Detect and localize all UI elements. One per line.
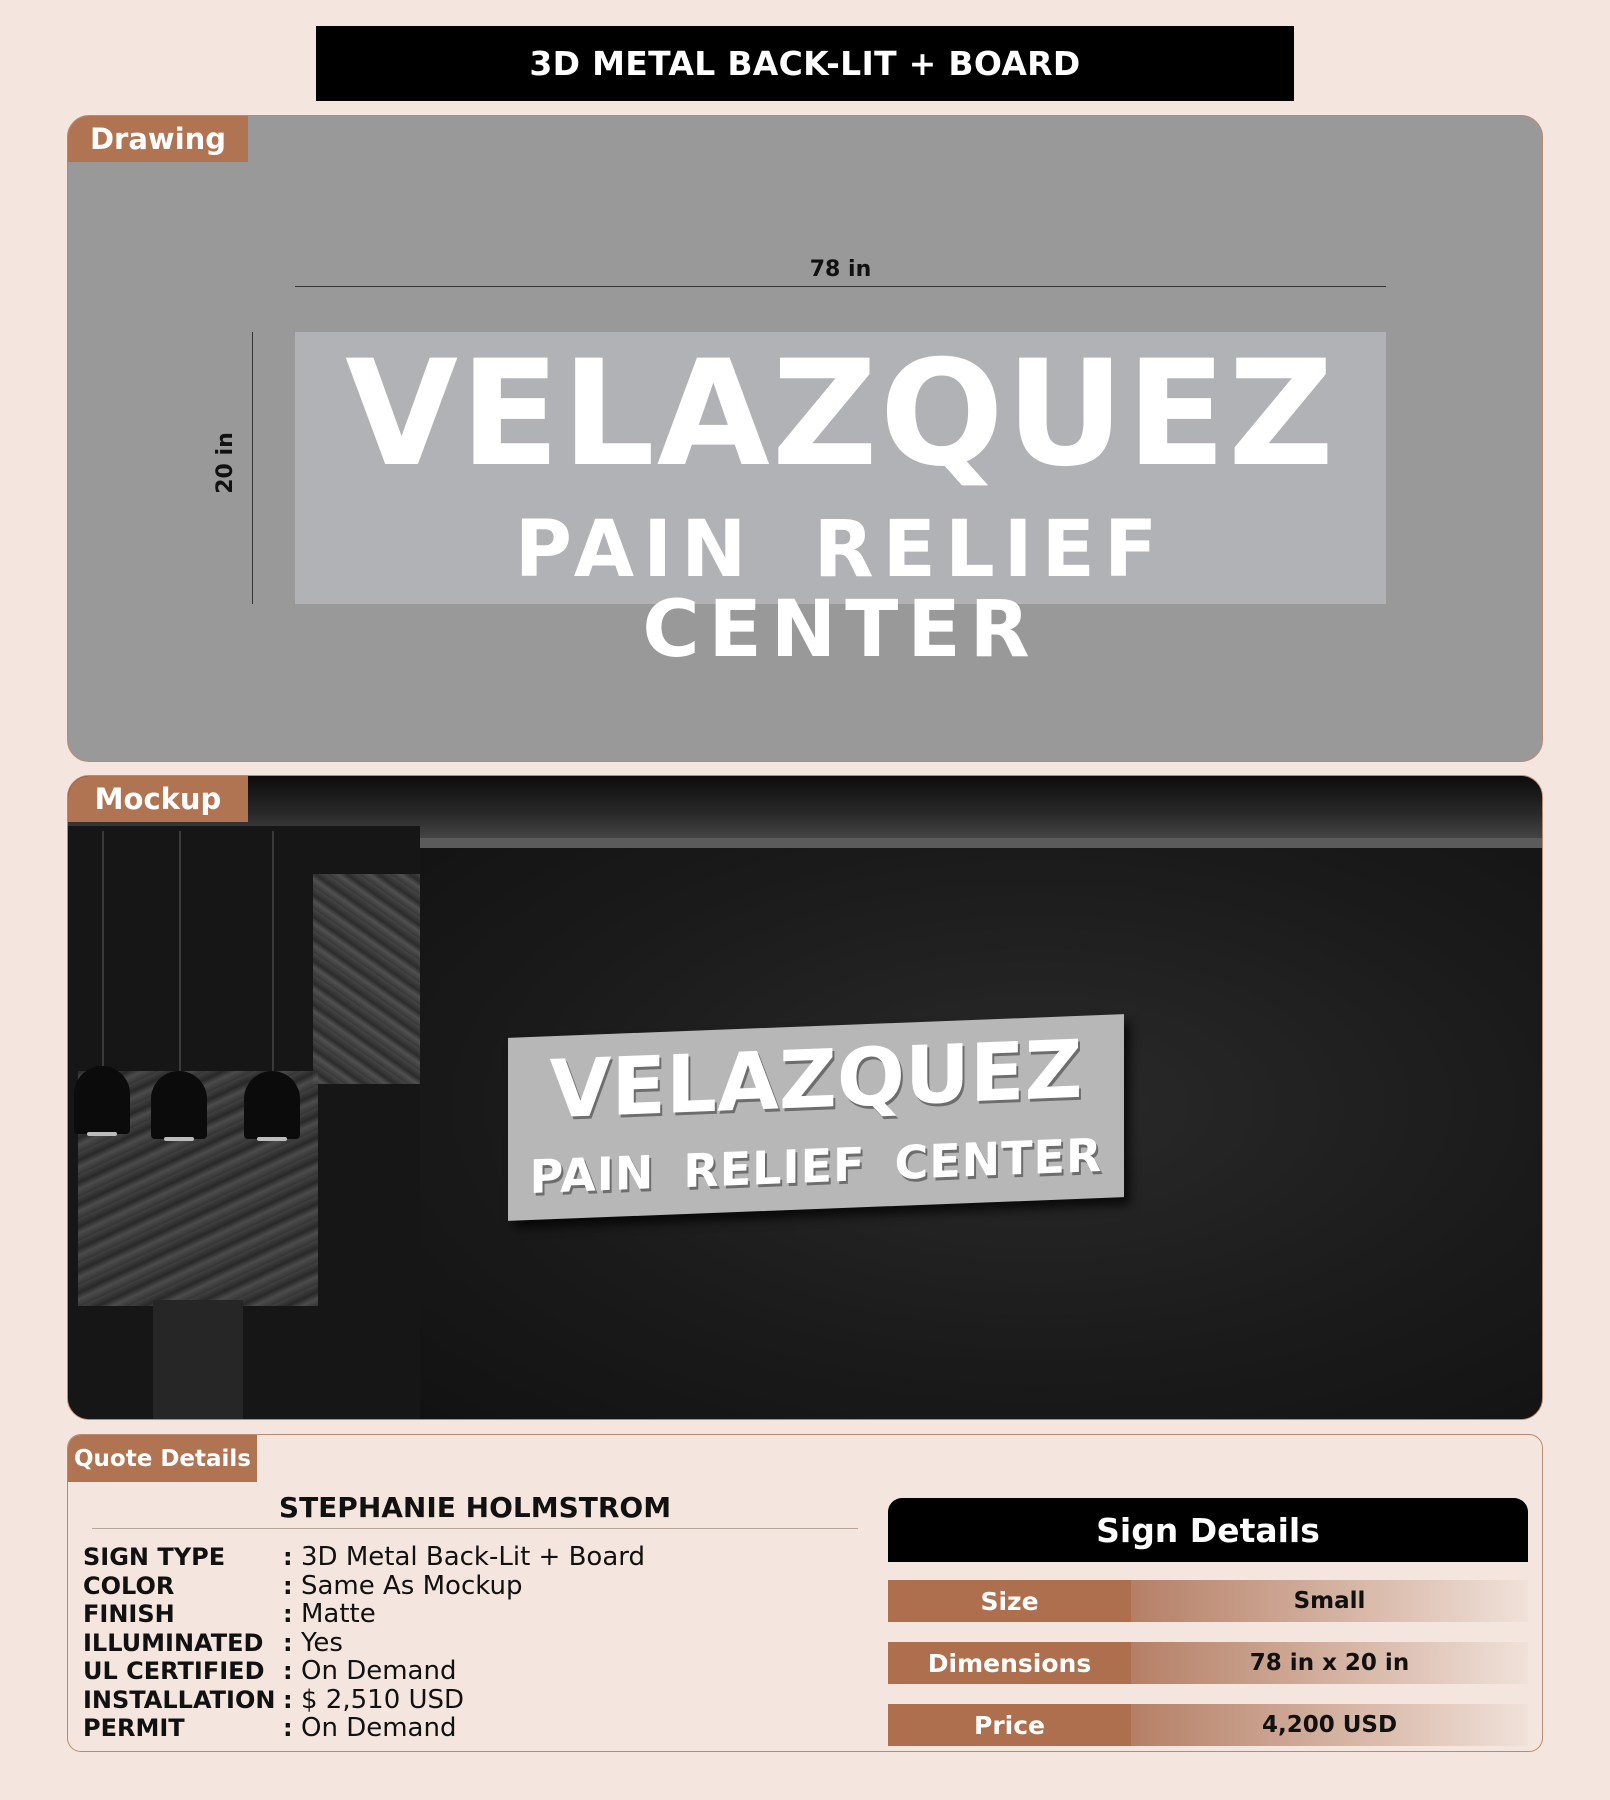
width-dimension-line — [295, 286, 1386, 287]
spec-row — [83, 1714, 645, 1743]
spec-value: On Demand — [301, 1713, 457, 1744]
spec-value: 3D Metal Back-Lit + Board — [301, 1542, 646, 1573]
mockup-tag: Mockup — [68, 776, 248, 822]
pendant-lamp-icon — [244, 1071, 300, 1139]
spec-key: COLOR — [83, 1571, 175, 1600]
pendant-lamp-icon — [151, 1071, 207, 1139]
spec-list — [83, 1543, 645, 1743]
sign-details-value: 78 in x 20 in — [1131, 1642, 1528, 1684]
sign-mockup-main-text: VELAZQUEZ — [549, 1022, 1083, 1137]
spec-value: Yes — [301, 1627, 343, 1658]
height-dimension-label: 20 in — [213, 432, 238, 494]
quote-details-panel — [67, 1434, 1543, 1752]
spec-key: SIGN TYPE — [83, 1543, 226, 1572]
pendant-wire — [179, 831, 181, 1071]
spec-row — [83, 1629, 645, 1658]
spec-row — [83, 1686, 645, 1715]
spec-value: On Demand — [301, 1656, 457, 1687]
spec-colon: : — [283, 1657, 293, 1686]
spec-value: Matte — [301, 1599, 376, 1630]
spec-colon: : — [283, 1714, 293, 1743]
mockup-stone-panel — [313, 874, 420, 1084]
lamp-glow — [87, 1132, 117, 1136]
pendant-wire — [272, 831, 274, 1071]
lamp-glow — [257, 1137, 287, 1141]
sign-details-row-price — [888, 1704, 1528, 1746]
spec-key: FINISH — [83, 1600, 175, 1629]
sign-details-key: Price — [888, 1704, 1131, 1746]
quote-details-tag: Quote Details — [68, 1435, 257, 1482]
spec-key: PERMIT — [83, 1714, 185, 1743]
sign-drawing-sub-text: PAIN RELIEF CENTER — [514, 505, 1167, 675]
height-dimension-line — [252, 332, 253, 604]
sign-drawing-board — [295, 329, 1386, 675]
width-dimension-label: 78 in — [809, 257, 872, 282]
sign-details-row-size — [888, 1580, 1528, 1622]
spec-value: Same As Mockup — [301, 1570, 523, 1601]
spec-key: UL CERTIFIED — [83, 1657, 265, 1686]
pendant-lamp-icon — [74, 1066, 130, 1134]
spec-row — [83, 1543, 645, 1572]
spec-key: ILLUMINATED — [83, 1628, 264, 1657]
sign-mockup-sub-text: PAIN RELIEF CENTER — [529, 1127, 1103, 1205]
drawing-panel — [67, 115, 1543, 762]
spec-colon: : — [283, 1571, 293, 1600]
sign-details-value: 4,200 USD — [1131, 1704, 1528, 1746]
spec-row — [83, 1600, 645, 1629]
sign-details-row-dimensions — [888, 1642, 1528, 1684]
spec-key: INSTALLATION — [83, 1685, 276, 1714]
client-name: STEPHANIE HOLMSTROM — [92, 1491, 858, 1529]
sign-details-value: Small — [1131, 1580, 1528, 1622]
sign-details-key: Dimensions — [888, 1642, 1131, 1684]
spec-row — [83, 1657, 645, 1686]
pendant-wire — [102, 831, 104, 1066]
lamp-glow — [164, 1137, 194, 1141]
sign-details-header: Sign Details — [888, 1498, 1528, 1562]
sign-mockup — [508, 1014, 1124, 1221]
mockup-panel — [67, 775, 1543, 1420]
spec-colon: : — [283, 1600, 293, 1629]
sign-details-key: Size — [888, 1580, 1131, 1622]
spec-colon: : — [283, 1628, 293, 1657]
spec-value: $ 2,510 USD — [301, 1684, 465, 1715]
spec-row — [83, 1572, 645, 1601]
drawing-tag: Drawing — [68, 116, 248, 162]
spec-colon: : — [283, 1685, 293, 1714]
page-title: 3D METAL BACK-LIT + BOARD — [316, 26, 1294, 101]
spec-colon: : — [283, 1543, 293, 1572]
mockup-stand — [153, 1300, 243, 1420]
sign-drawing-main-text: VELAZQUEZ — [345, 329, 1336, 499]
